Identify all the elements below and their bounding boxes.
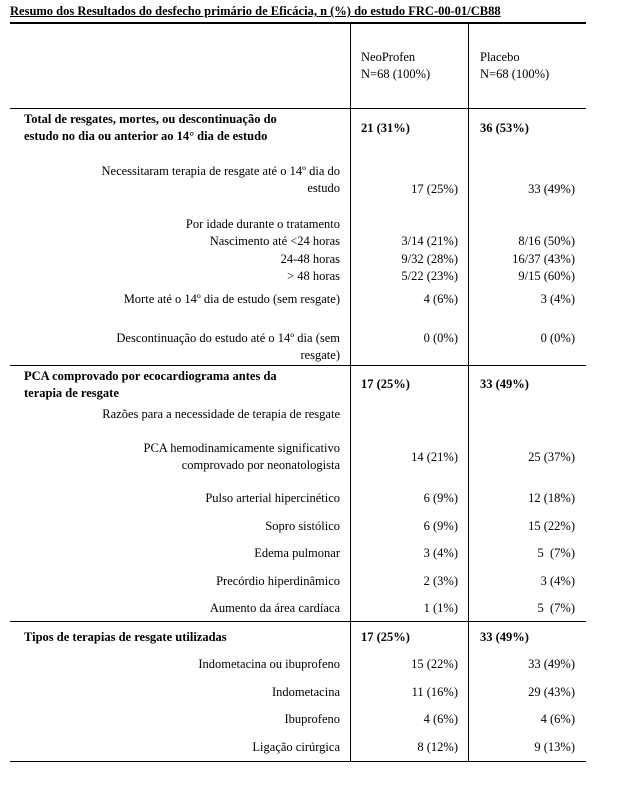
row-value-neoprofen: 4 (6%) xyxy=(423,712,458,726)
row-value-placebo: 33 (49%) xyxy=(528,657,575,671)
row-label: Por idade durante o tratamento xyxy=(185,217,340,231)
row-label: 24-48 horas xyxy=(280,252,340,266)
row-value-neoprofen: 17 (25%) xyxy=(411,182,458,196)
row-value-placebo: 29 (43%) xyxy=(528,685,575,699)
row-label: Sopro sistólico xyxy=(265,519,340,533)
column-divider-1 xyxy=(350,22,351,762)
row-value-placebo: 5 (7%) xyxy=(537,601,575,615)
bottom-rule xyxy=(10,761,586,762)
section-heading-tipos: Tipos de terapias de resgate utilizadas xyxy=(24,630,227,644)
row-label: Aumento da área cardíaca xyxy=(209,601,340,615)
row-value-placebo: 25 (37%) xyxy=(528,450,575,464)
row-value-placebo: 8/16 (50%) xyxy=(518,234,575,248)
row-label: Ligação cirúrgica xyxy=(252,740,340,754)
row-value-neoprofen: 5/22 (23%) xyxy=(401,269,458,283)
row-value-placebo: 9 (13%) xyxy=(534,740,575,754)
row-label: Pulso arterial hipercinético xyxy=(205,491,340,505)
row-label: Razões para a necessidade de terapia de resgate xyxy=(102,407,340,421)
column-header-n: N=68 (100%) xyxy=(480,67,550,81)
row-value-placebo: 0 (0%) xyxy=(540,331,575,345)
section-rule-2 xyxy=(10,365,586,366)
row-label: PCA hemodinamicamente significativo comprovado por neonatologista xyxy=(143,441,340,472)
row-value-neoprofen: 4 (6%) xyxy=(423,292,458,306)
row-label: Necessitaram terapia de resgate até o 14º dia do estudo xyxy=(101,164,340,195)
section-value-neoprofen: 17 (25%) xyxy=(361,377,410,391)
header-rule xyxy=(10,108,586,109)
section-value-placebo: 33 (49%) xyxy=(480,377,529,391)
row-value-neoprofen: 0 (0%) xyxy=(423,331,458,345)
column-header-placebo xyxy=(480,49,580,83)
section-value-placebo: 36 (53%) xyxy=(480,121,529,135)
column-header-name: Placebo xyxy=(480,50,520,64)
row-label: Nascimento até <24 horas xyxy=(209,234,340,248)
row-value-neoprofen: 6 (9%) xyxy=(423,519,458,533)
row-label: Indometacina ou ibuprofeno xyxy=(198,657,340,671)
row-value-neoprofen: 3 (4%) xyxy=(423,546,458,560)
row-value-placebo: 3 (4%) xyxy=(540,292,575,306)
row-value-neoprofen: 1 (1%) xyxy=(423,601,458,615)
row-value-neoprofen: 9/32 (28%) xyxy=(401,252,458,266)
column-divider-2 xyxy=(468,22,469,762)
column-header-n: N=68 (100%) xyxy=(361,67,431,81)
row-value-placebo: 3 (4%) xyxy=(540,574,575,588)
column-header-name: NeoProfen xyxy=(361,50,416,64)
row-label: > 48 horas xyxy=(287,269,340,283)
section-rule-3 xyxy=(10,621,586,622)
table-title: Resumo dos Resultados do desfecho primário de Eficácia, n (%) do estudo FRC-00-01/CB88 xyxy=(10,4,501,18)
section-value-placebo: 33 (49%) xyxy=(480,630,529,644)
row-value-neoprofen: 8 (12%) xyxy=(417,740,458,754)
row-label: Ibuprofeno xyxy=(284,712,340,726)
row-value-placebo: 4 (6%) xyxy=(540,712,575,726)
section-heading-total: Total de resgates, mortes, ou descontinuação do estudo no dia ou anterior ao 14° dia de estudo xyxy=(24,112,277,143)
row-value-neoprofen: 11 (16%) xyxy=(411,685,458,699)
row-value-placebo: 9/15 (60%) xyxy=(518,269,575,283)
section-heading-pca: PCA comprovado por ecocardiograma antes da terapia de resgate xyxy=(24,369,277,400)
row-value-neoprofen: 6 (9%) xyxy=(423,491,458,505)
row-label: Edema pulmonar xyxy=(254,546,340,560)
row-value-placebo: 15 (22%) xyxy=(528,519,575,533)
row-label: Morte até o 14º dia de estudo (sem resgate) xyxy=(123,292,340,306)
section-value-neoprofen: 17 (25%) xyxy=(361,630,410,644)
top-rule xyxy=(10,22,586,24)
row-value-placebo: 5 (7%) xyxy=(537,546,575,560)
row-value-neoprofen: 14 (21%) xyxy=(411,450,458,464)
row-value-neoprofen: 2 (3%) xyxy=(423,574,458,588)
section-value-neoprofen: 21 (31%) xyxy=(361,121,410,135)
row-value-neoprofen: 15 (22%) xyxy=(411,657,458,671)
row-label: Indometacina xyxy=(271,685,340,699)
column-header-neoprofen xyxy=(361,49,461,83)
row-value-placebo: 33 (49%) xyxy=(528,182,575,196)
row-value-placebo: 12 (18%) xyxy=(528,491,575,505)
row-label: Descontinuação do estudo até o 14º dia (sem resgate) xyxy=(116,331,340,362)
row-value-neoprofen: 3/14 (21%) xyxy=(401,234,458,248)
row-value-placebo: 16/37 (43%) xyxy=(512,252,575,266)
row-label: Precórdio hiperdinâmico xyxy=(216,574,340,588)
